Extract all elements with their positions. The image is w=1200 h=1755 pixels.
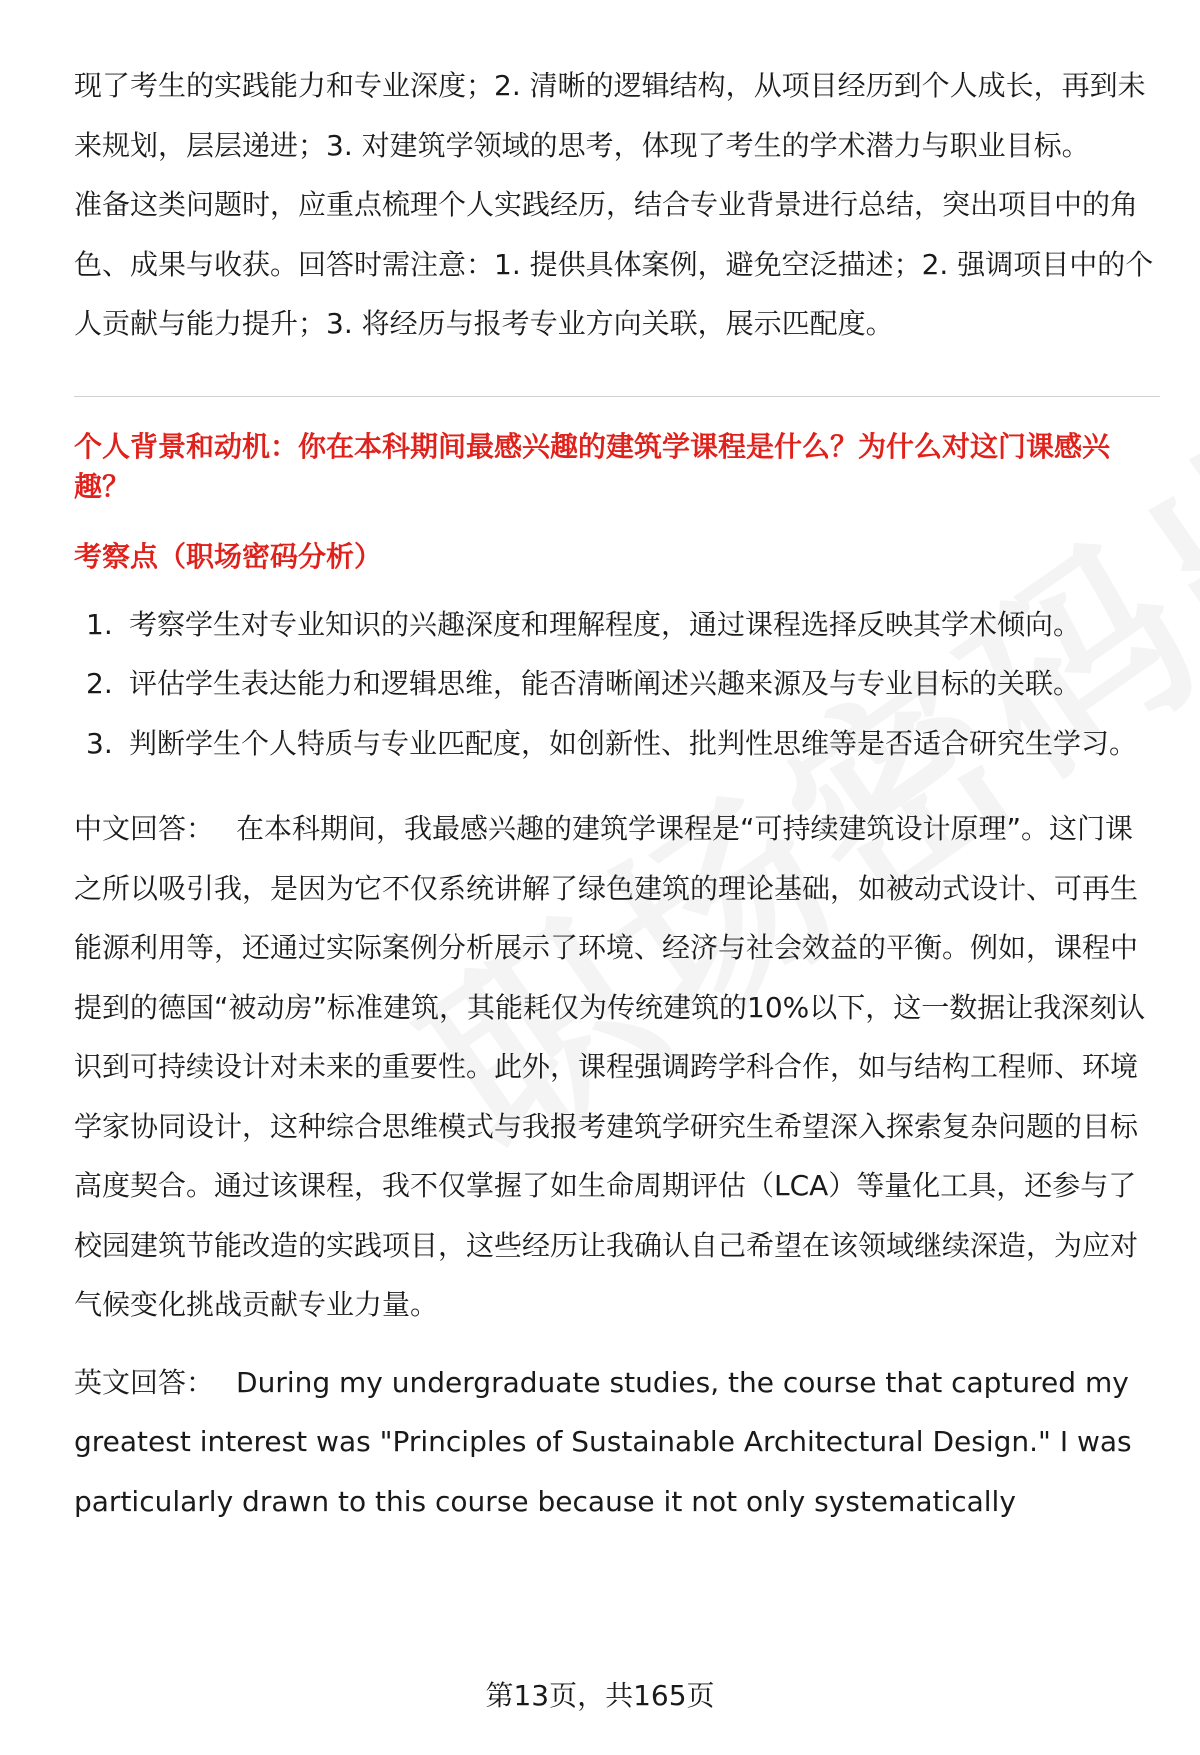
english-answer-label: 英文回答：: [74, 1365, 215, 1399]
list-number: 3.: [86, 726, 113, 760]
english-answer: [74, 1353, 1160, 1532]
chinese-answer: [74, 799, 1160, 1335]
chinese-answer-label: 中文回答：: [74, 812, 215, 845]
question-heading: 个人背景和动机：你在本科期间最感兴趣的建筑学课程是什么？为什么对这门课感兴趣？: [74, 429, 1111, 503]
list-number: 1.: [86, 607, 113, 641]
list-item-text: 评估学生表达能力和逻辑思维，能否清晰阐述兴趣来源及与专业目标的关联。: [129, 667, 1082, 700]
list-item: [74, 714, 1160, 774]
intro-paragraph-1: 现了考生的实践能力和专业深度；2. 清晰的逻辑结构，从项目经历到个人成长，再到未来规划，层层递进；3. 对建筑学领域的思考，体现了考生的学术潜力与职业目标。: [74, 69, 1146, 162]
list-item-text: 考察学生对专业知识的兴趣深度和理解程度，通过课程选择反映其学术倾向。: [129, 607, 1082, 641]
analysis-heading: 考察点（职场密码分析）: [74, 539, 383, 573]
list-item-text: 判断学生个人特质与专业匹配度，如创新性、批判性思维等是否适合研究生学习。: [129, 726, 1138, 760]
analysis-list: [74, 595, 1160, 774]
list-item: [74, 595, 1160, 655]
intro-paragraph-2: 准备这类问题时，应重点梳理个人实践经历，结合专业背景进行总结，突出项目中的角色、成果与收获。回答时需注意：1. 提供具体案例，避免空泛描述；2. 强调项目中的个人贡献与能力提升；3. 将经历与报考专业方向关联，展示匹配度。: [74, 188, 1154, 340]
chinese-answer-text: 在本科期间，我最感兴趣的建筑学课程是“可持续建筑设计原理”。这门课之所以吸引我，是因为它不仅系统讲解了绿色建筑的理论基础，如被动式设计、可再生能源利用等，还通过实际案例分析展示了环境、经济与社会效益的平衡。例如，课程中提到的德国“被动房”标准建筑，其能耗仅为传统建筑的10%以下，这一数据让我深刻认识到可持续设计对未来的重要性。此外，课程强调跨学科合作，如与结构工程师、环境学家协同设计，这种综合思维模式与我报考建筑学研究生希望深入探索复杂问题的目标高度契合。通过该课程，我不仅掌握了如生命周期评估（LCA）等量化工具，还参与了校园建筑节能改造的实践项目，这些经历让我确认自己希望在该领域继续深造，为应对气候变化挑战贡献专业力量。: [74, 812, 1146, 1321]
document-page: [74, 56, 1160, 1531]
list-item: [74, 654, 1160, 714]
english-answer-text: During my undergraduate studies, the course that captured my greatest interest was "Principles of Sustainable Architectural Design." I was particularly drawn to this course because it not only systematically: [74, 1365, 1132, 1518]
section-divider: [74, 396, 1160, 397]
page-footer: 第13页，共165页: [485, 1679, 715, 1712]
list-number: 2.: [86, 667, 113, 700]
